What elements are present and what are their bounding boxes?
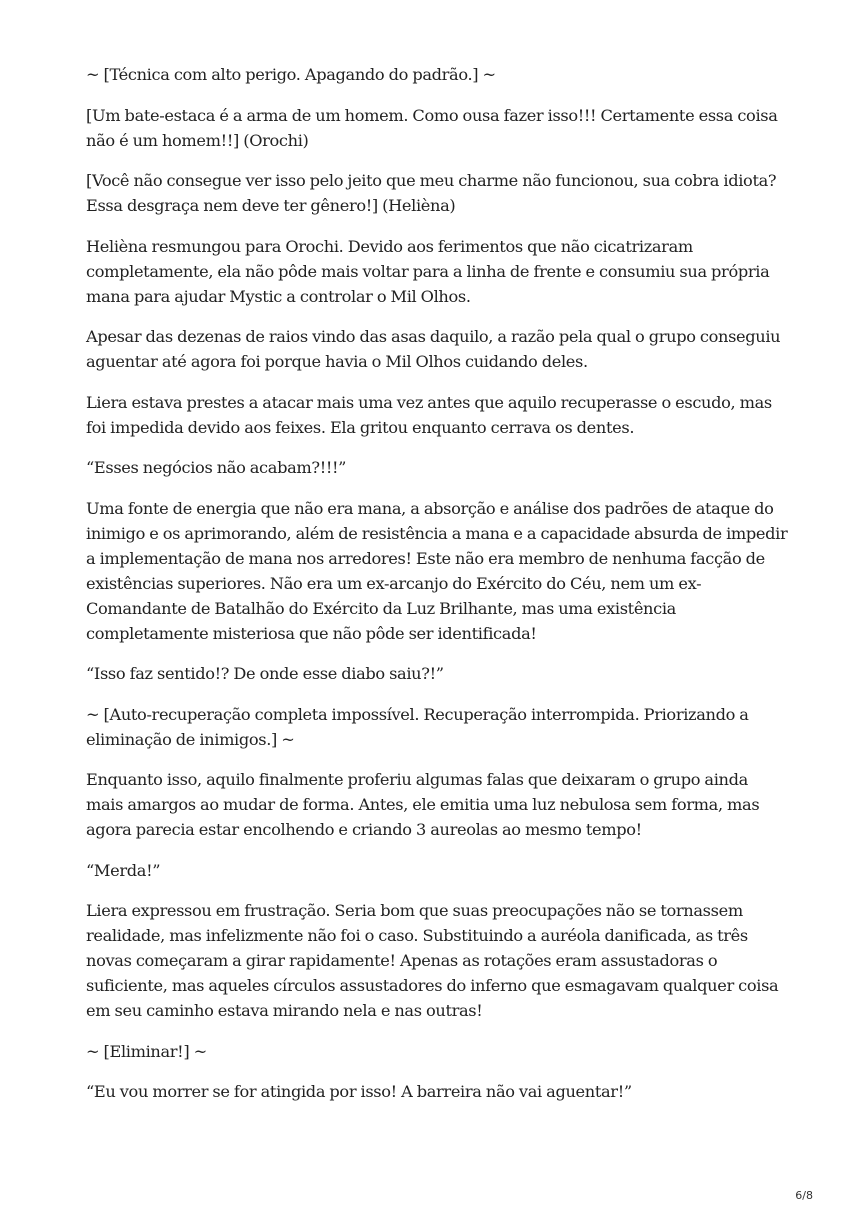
paragraph: Enquanto isso, aquilo finalmente proferiu algumas falas que deixaram o grupo ainda mais amargos ao mudar de forma. Antes, ele emitia uma luz nebulosa sem forma, mas agora parecia estar encolhendo e criando 3 aureolas ao mesmo tempo!: [86, 770, 760, 839]
paragraph: “Eu vou morrer se for atingida por isso! A barreira não vai aguentar!”: [86, 1082, 632, 1101]
document-body: [86, 62, 788, 1120]
paragraph: Apesar das dezenas de raios vindo das asas daquilo, a razão pela qual o grupo conseguiu aguentar até agora foi porque havia o Mil Olhos cuidando deles.: [86, 327, 781, 371]
paragraph: [Você não consegue ver isso pelo jeito que meu charme não funcionou, sua cobra idiota? Essa desgraça nem deve ter gênero!] (Helièna): [86, 171, 777, 215]
page-number: 6/8: [795, 1189, 813, 1202]
paragraph: ~ [Técnica com alto perigo. Apagando do padrão.] ~: [86, 65, 496, 84]
paragraph: “Esses negócios não acabam?!!!”: [86, 458, 347, 477]
paragraph: Liera expressou em frustração. Seria bom que suas preocupações não se tornassem realidade, mas infelizmente não foi o caso. Substituindo a auréola danificada, as três novas começaram a girar rapidamente! Apenas as rotações eram assustadoras o suficiente, mas aqueles círculos assustadores do inferno que esmagavam qualquer coisa em seu caminho estava mirando nela e nas outras!: [86, 901, 779, 1020]
paragraph: “Isso faz sentido!? De onde esse diabo saiu?!”: [86, 664, 444, 683]
paragraph: [Um bate-estaca é a arma de um homem. Como ousa fazer isso!!! Certamente essa coisa não é um homem!!] (Orochi): [86, 105, 778, 150]
paragraph: Helièna resmungou para Orochi. Devido aos ferimentos que não cicatrizaram completamente, ela não pôde mais voltar para a linha de frente e consumiu sua própria mana para ajudar Mystic a controlar o Mil Olhos.: [86, 236, 770, 306]
paragraph: ~ [Auto-recuperação completa impossível. Recuperação interrompida. Priorizando a eliminação de inimigos.] ~: [86, 704, 749, 749]
paragraph: ~ [Eliminar!] ~: [86, 1041, 207, 1061]
paragraph: Liera estava prestes a atacar mais uma vez antes que aquilo recuperasse o escudo, mas foi impedida devido aos feixes. Ela gritou enquanto cerrava os dentes.: [86, 392, 772, 437]
paragraph: Uma fonte de energia que não era mana, a absorção e análise dos padrões de ataque do inimigo e os aprimorando, além de resistência a mana e a capacidade absurda de impedir a implementação de mana nos arredores! Este não era membro de nenhuma facção de existências superiores. Não era um ex-arcanjo do Exército do Céu, nem um ex-Comandante de Batalhão do Exército da Luz Brilhante, mas uma existência completamente misteriosa que não pôde ser identificada!: [86, 498, 788, 643]
paragraph: “Merda!”: [86, 860, 161, 880]
